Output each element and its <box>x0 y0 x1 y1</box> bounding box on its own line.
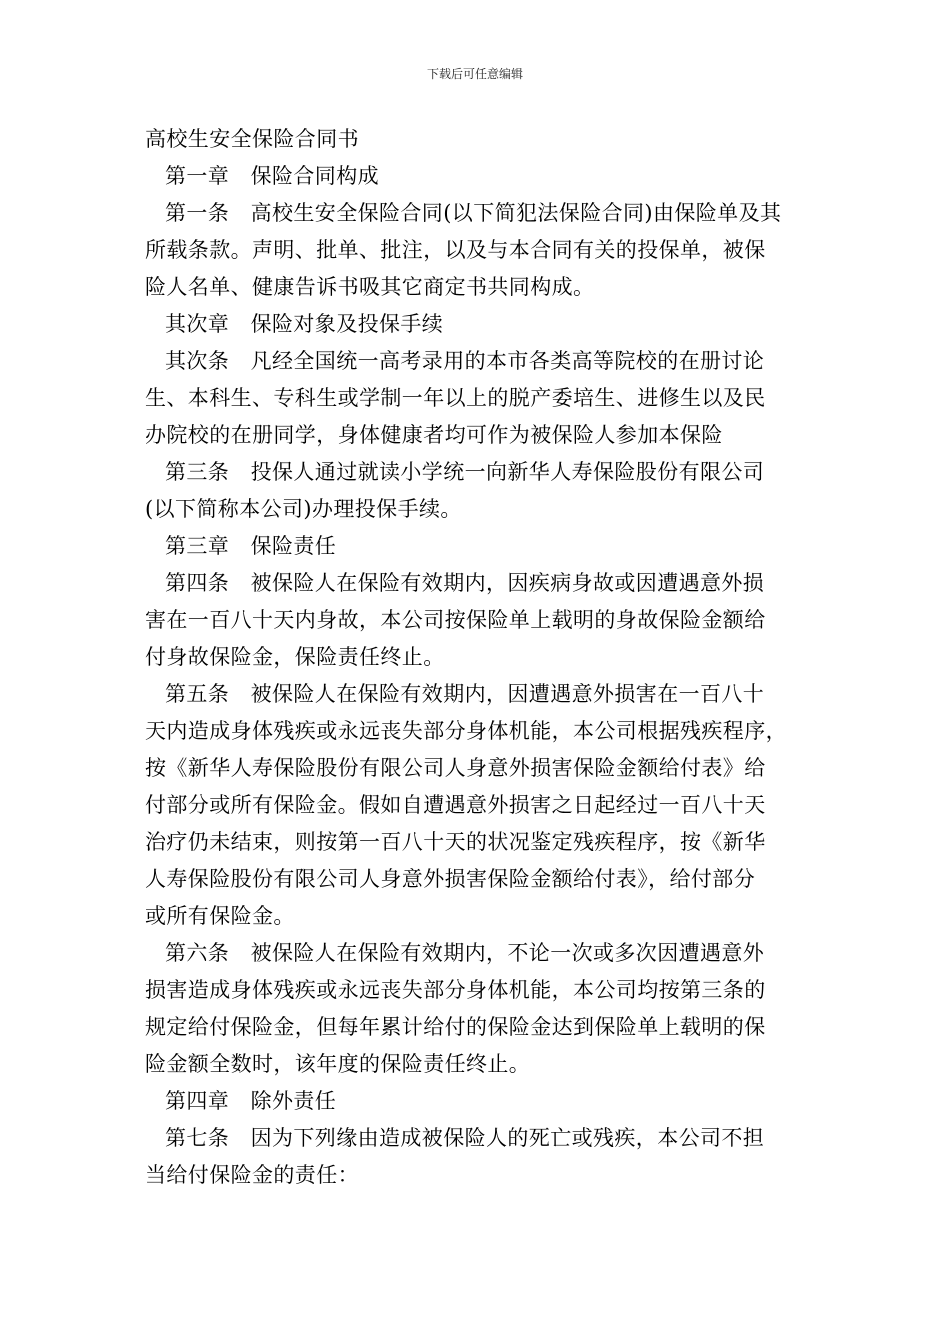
chapter-heading: 第四章 除外责任 <box>165 1089 337 1113</box>
body-line: 害在一百八十天内身故，本公司按保险单上载明的身故保险金额给 <box>145 608 766 632</box>
page-header-note: 下载后可任意编辑 <box>426 67 523 81</box>
article-line: 第三条 投保人通过就读小学统一向新华人寿保险股份有限公司 <box>165 460 765 484</box>
body-line: 险金额全数时，该年度的保险责任终止。 <box>145 1052 531 1076</box>
article-line: 其次条 凡经全国统一高考录用的本市各类高等院校的在册讨论 <box>165 349 765 373</box>
chapter-heading: 第一章 保险合同构成 <box>165 164 379 188</box>
body-line: 人寿保险股份有限公司人身意外损害保险金额给付表》，给付部分 <box>145 867 756 891</box>
body-line: 付部分或所有保险金。假如自遭遇意外损害之日起经过一百八十天 <box>145 793 766 817</box>
chapter-heading: 其次章 保险对象及投保手续 <box>165 312 444 336</box>
body-line: 或所有保险金。 <box>145 904 295 928</box>
document-title: 高校生安全保险合同书 <box>145 127 359 151</box>
body-line: 付身故保险金，保险责任终止。 <box>145 645 445 669</box>
body-line: 天内造成身体残疾或永远丧失部分身体机能，本公司根据残疾程序， <box>145 719 787 743</box>
chapter-heading: 第三章 保险责任 <box>165 534 337 558</box>
body-line: 所载条款。声明、批单、批注，以及与本合同有关的投保单，被保 <box>145 238 766 262</box>
article-line: 第四条 被保险人在保险有效期内，因疾病身故或因遭遇意外损 <box>165 571 765 595</box>
body-line: 当给付保险金的责任： <box>145 1163 359 1187</box>
body-line: 办院校的在册同学，身体健康者均可作为被保险人参加本保险 <box>145 423 723 447</box>
document-lines <box>145 158 813 1194</box>
article-line: 第七条 因为下列缘由造成被保险人的死亡或残疾，本公司不担 <box>165 1126 765 1150</box>
body-line: 生、本科生、专科生或学制一年以上的脱产委培生、进修生以及民 <box>145 386 766 410</box>
body-line: 治疗仍未结束，则按第一百八十天的状况鉴定残疾程序，按《新华 <box>145 830 766 854</box>
body-line: 险人名单、健康告诉书吸其它商定书共同构成。 <box>145 275 595 299</box>
body-line: 规定给付保险金，但每年累计给付的保险金达到保险单上载明的保 <box>145 1015 766 1039</box>
document-body <box>145 121 813 1194</box>
article-line: 第六条 被保险人在保险有效期内，不论一次或多次因遭遇意外 <box>165 941 765 965</box>
article-line: 第五条 被保险人在保险有效期内，因遭遇意外损害在一百八十 <box>165 682 765 706</box>
body-line: 按《新华人寿保险股份有限公司人身意外损害保险金额给付表》给 <box>145 756 766 780</box>
body-line: (以下简称本公司)办理投保手续。 <box>145 497 462 521</box>
article-line: 第一条 高校生安全保险合同(以下简犯法保险合同)由保险单及其 <box>165 201 782 225</box>
body-line: 损害造成身体残疾或永远丧失部分身体机能，本公司均按第三条的 <box>145 978 766 1002</box>
